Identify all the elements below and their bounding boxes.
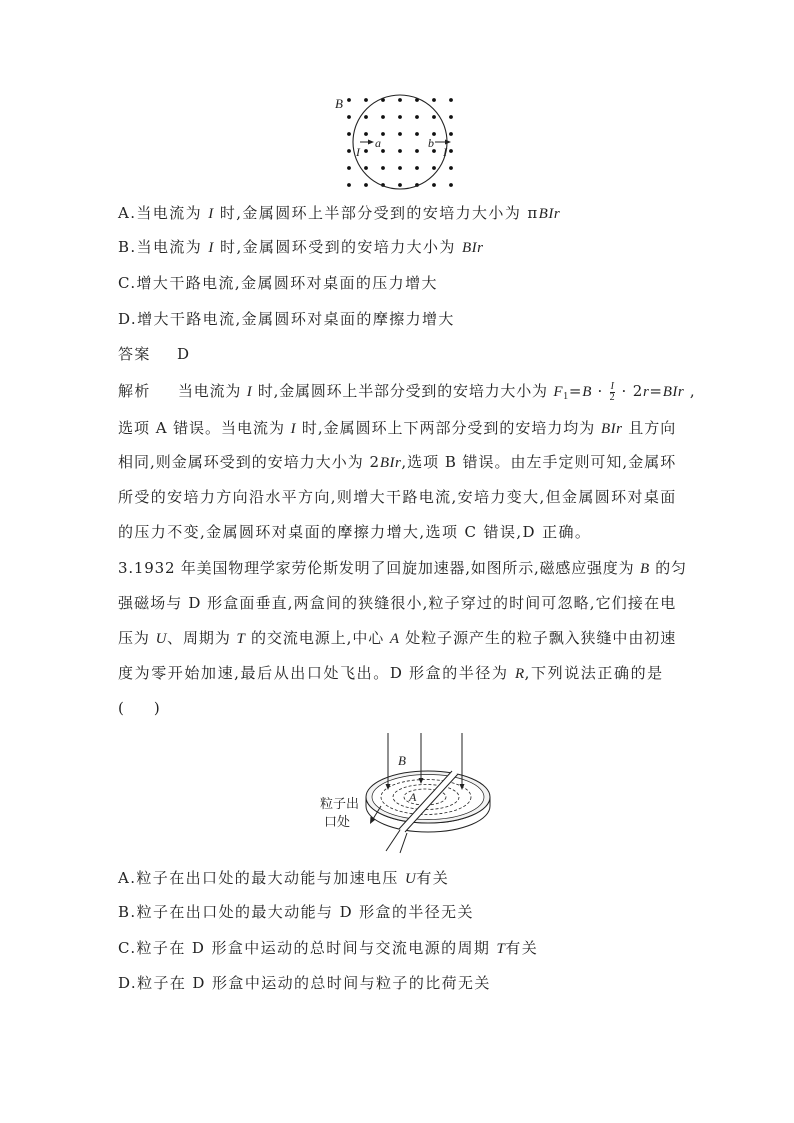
field-dot bbox=[398, 166, 402, 170]
q3-option-d bbox=[118, 972, 491, 994]
math-variable: BIr bbox=[379, 455, 402, 471]
source-label: A bbox=[409, 790, 417, 804]
option-text bbox=[137, 974, 491, 992]
math-variable: I bbox=[246, 384, 253, 400]
text-run: 处粒子源产生的粒子飘入狭缝中由初速 bbox=[399, 629, 677, 647]
text-run: · 2 bbox=[615, 382, 644, 400]
analysis-line-text bbox=[118, 523, 591, 541]
text-run: 有关 bbox=[416, 869, 450, 887]
q3-stem-text bbox=[134, 559, 687, 577]
field-dot bbox=[449, 183, 453, 187]
option-label: B. bbox=[118, 238, 137, 256]
option-text bbox=[137, 310, 455, 328]
field-label: B bbox=[398, 753, 406, 768]
text-run: 时,金属圆环受到的安培力大小为 bbox=[213, 238, 462, 256]
text-run: 选项 A 错误。当电流为 bbox=[118, 419, 291, 437]
math-variable: BIr bbox=[538, 206, 561, 222]
field-dot bbox=[347, 115, 351, 119]
field-dot bbox=[347, 166, 351, 170]
field-dot bbox=[432, 115, 436, 119]
text-run: 粒子在 D 形盒中运动的总时间与粒子的比荷无关 bbox=[137, 974, 491, 992]
analysis-line-text bbox=[178, 380, 696, 403]
q3-stem-line bbox=[118, 662, 663, 684]
analysis-line-text bbox=[118, 419, 676, 437]
field-dot bbox=[449, 149, 453, 153]
answer-label: 答案 bbox=[118, 345, 151, 363]
field-dot bbox=[398, 98, 402, 102]
field-dot bbox=[381, 132, 385, 136]
q3-stem-line bbox=[118, 592, 676, 614]
q2-option-d bbox=[118, 308, 455, 330]
analysis-line bbox=[178, 380, 696, 403]
field-dot bbox=[449, 166, 453, 170]
exit-label-line1: 粒子出 bbox=[320, 797, 360, 812]
ring-field-figure bbox=[330, 90, 465, 195]
field-dot bbox=[398, 132, 402, 136]
point-a-label: a bbox=[375, 136, 381, 150]
text-run: 且方向 bbox=[622, 419, 676, 437]
math-variable: I bbox=[290, 421, 297, 437]
option-label: B. bbox=[118, 903, 137, 921]
text-run: 粒子在出口处的最大动能与加速电压 bbox=[136, 869, 405, 887]
option-text bbox=[137, 903, 474, 921]
current-in-label: I bbox=[356, 145, 360, 159]
field-dot bbox=[381, 149, 385, 153]
q3-option-a bbox=[118, 867, 449, 889]
field-dot bbox=[398, 183, 402, 187]
text-run: 、周期为 bbox=[166, 629, 237, 647]
field-dot bbox=[449, 115, 453, 119]
point-b-label: b bbox=[428, 136, 434, 150]
current-in-arrowhead bbox=[368, 140, 374, 145]
field-dot bbox=[364, 166, 368, 170]
math-variable: T bbox=[496, 941, 506, 957]
field-dot bbox=[398, 115, 402, 119]
field-dot bbox=[415, 115, 419, 119]
field-dot bbox=[364, 183, 368, 187]
option-label: D. bbox=[118, 310, 138, 328]
field-dot bbox=[432, 183, 436, 187]
q2-option-c bbox=[118, 272, 438, 294]
field-dot bbox=[432, 166, 436, 170]
text-run: 的压力不变,金属圆环对桌面的摩擦力增大,选项 C 错误,D 正确。 bbox=[118, 523, 592, 541]
analysis-line bbox=[118, 451, 676, 473]
lead-wire bbox=[400, 833, 407, 853]
text-run: 当电流为 bbox=[136, 204, 209, 222]
q3-stem-line bbox=[118, 557, 687, 579]
field-dot bbox=[381, 115, 385, 119]
math-variable: I bbox=[208, 240, 214, 256]
field-dot bbox=[415, 149, 419, 153]
field-dot bbox=[432, 98, 436, 102]
text-run: 有关 bbox=[505, 939, 539, 957]
text-run: 时,金属圆环上下两部分受到的安培力均为 bbox=[296, 419, 601, 437]
text-run: 时,金属圆环上半部分受到的安培力大小为 π bbox=[213, 204, 539, 222]
question-number: 3. bbox=[118, 559, 134, 577]
text-run: , bbox=[684, 382, 696, 400]
field-label: B bbox=[335, 96, 343, 111]
option-text bbox=[137, 939, 539, 957]
text-run: ,下列说法正确的是 bbox=[524, 664, 663, 682]
text-run: 的匀 bbox=[649, 559, 687, 577]
math-variable: BIr bbox=[601, 421, 623, 437]
field-dot bbox=[449, 98, 453, 102]
text-run: 增大干路电流,金属圆环对桌面的摩擦力增大 bbox=[137, 310, 455, 328]
math-variable: B bbox=[639, 561, 650, 577]
math-variable: U bbox=[404, 871, 417, 887]
field-dot bbox=[347, 98, 351, 102]
text-run: 度为零开始加速,最后从出口处飞出。D 形盒的半径为 bbox=[118, 664, 515, 682]
option-label: A. bbox=[118, 869, 137, 887]
q3-stem-line bbox=[118, 627, 676, 649]
answer-value: D bbox=[177, 345, 191, 363]
current-out-arrowhead bbox=[445, 140, 451, 145]
math-subscript: 1 bbox=[563, 391, 569, 402]
field-dot bbox=[364, 98, 368, 102]
text-run: = bbox=[649, 382, 663, 400]
math-variable: T bbox=[236, 631, 246, 647]
math-variable: F bbox=[553, 384, 564, 400]
field-dot bbox=[347, 149, 351, 153]
text-run: 所受的安培力方向沿水平方向,则增大干路电流,安培力变大,但金属圆环对桌面 bbox=[118, 488, 676, 506]
field-dot bbox=[364, 115, 368, 119]
field-dot bbox=[364, 132, 368, 136]
text-run: · bbox=[591, 382, 609, 400]
option-text bbox=[136, 869, 449, 887]
q3-stem-text bbox=[118, 594, 676, 612]
analysis-line bbox=[118, 521, 591, 543]
field-dot bbox=[364, 149, 368, 153]
text-run: = bbox=[568, 382, 583, 400]
field-dot bbox=[381, 166, 385, 170]
math-variable: U bbox=[155, 631, 167, 647]
fraction bbox=[610, 382, 615, 403]
math-variable: A bbox=[389, 631, 400, 647]
analysis-line-text bbox=[118, 453, 676, 471]
math-variable: R bbox=[514, 666, 525, 682]
analysis-line-text bbox=[118, 488, 676, 506]
option-label: C. bbox=[118, 939, 137, 957]
option-label: D. bbox=[118, 974, 138, 992]
lead-wire bbox=[386, 830, 400, 851]
text-run: 时,金属圆环上半部分受到的安培力大小为 bbox=[252, 382, 554, 400]
q2-option-a bbox=[118, 202, 560, 224]
q3-stem-text bbox=[118, 664, 663, 682]
fraction-numerator: I bbox=[610, 380, 614, 392]
q3-option-b bbox=[118, 901, 474, 923]
math-variable: BIr bbox=[662, 384, 685, 400]
q3-option-c bbox=[118, 937, 538, 959]
q3-stem-text bbox=[118, 629, 676, 647]
field-dot bbox=[415, 132, 419, 136]
field-dot bbox=[449, 132, 453, 136]
answer-blank: ( ) bbox=[118, 699, 160, 717]
fraction-denominator: 2 bbox=[609, 391, 615, 403]
field-dot bbox=[415, 166, 419, 170]
text-run: 压为 bbox=[118, 629, 156, 647]
text-run: 的交流电源上,中心 bbox=[245, 629, 390, 647]
math-variable: r bbox=[643, 384, 650, 400]
text-run: 粒子在 D 形盒中运动的总时间与交流电源的周期 bbox=[136, 939, 497, 957]
analysis-label: 解析 bbox=[118, 382, 151, 400]
text-run: 强磁场与 D 形盒面垂直,两盒间的狭缝很小,粒子穿过的时间可忽略,它们接在电 bbox=[118, 594, 676, 612]
text-run: 相同,则金属环受到的安培力大小为 2 bbox=[118, 453, 380, 471]
text-run: 当电流为 bbox=[136, 238, 209, 256]
math-variable: BIr bbox=[461, 240, 484, 256]
option-text bbox=[137, 274, 438, 292]
text-run: 当电流为 bbox=[178, 382, 247, 400]
text-run: 增大干路电流,金属圆环对桌面的压力增大 bbox=[136, 274, 438, 292]
cyclotron-figure bbox=[300, 725, 500, 860]
text-run: 1932 年美国物理学家劳伦斯发明了回旋加速器,如图所示,磁感应强度为 bbox=[133, 559, 640, 577]
option-label: C. bbox=[118, 274, 137, 292]
field-dot bbox=[398, 149, 402, 153]
math-variable: B bbox=[582, 384, 592, 400]
option-text bbox=[136, 204, 560, 222]
exit-label-line2: 口处 bbox=[324, 815, 351, 830]
q2-option-b bbox=[118, 236, 483, 258]
math-variable: I bbox=[208, 206, 214, 222]
text-run: 粒子在出口处的最大动能与 D 形盒的半径无关 bbox=[136, 903, 474, 921]
analysis-line bbox=[118, 486, 676, 508]
field-dot bbox=[347, 183, 351, 187]
option-label: A. bbox=[118, 204, 137, 222]
option-text bbox=[137, 238, 484, 256]
current-out-label: I bbox=[443, 145, 447, 159]
analysis-line bbox=[118, 417, 676, 439]
text-run: ,选项 B 错误。由左手定则可知,金属环 bbox=[401, 453, 676, 471]
field-dot bbox=[347, 132, 351, 136]
